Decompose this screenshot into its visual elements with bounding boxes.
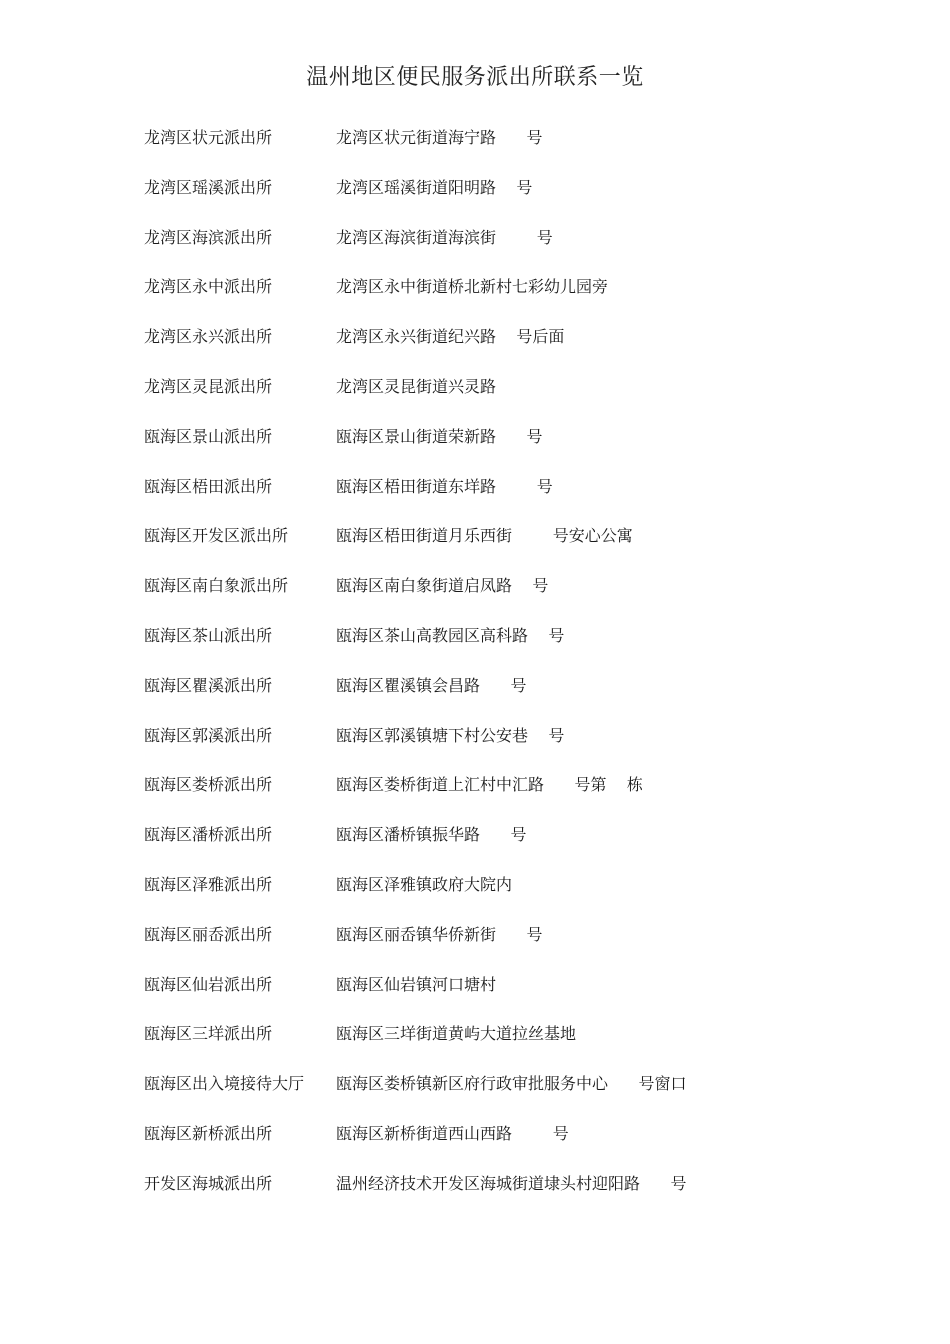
- station-name: 瓯海区仙岩派出所: [144, 974, 273, 994]
- list-item: [144, 270, 864, 320]
- list-item: [144, 818, 864, 868]
- station-address: 龙湾区永兴街道纪兴路 号后面: [336, 327, 565, 347]
- station-address: 瓯海区梧田街道东垟路 号: [336, 476, 553, 496]
- list-item: [144, 918, 864, 968]
- station-name: 龙湾区状元派出所: [144, 128, 273, 147]
- station-name: 开发区海城派出所: [144, 1173, 273, 1193]
- station-address: 瓯海区南白象街道启凤路 号: [336, 576, 549, 596]
- station-address: 龙湾区灵昆街道兴灵路: [336, 376, 497, 396]
- station-name: 瓯海区出入境接待大厅: [144, 1074, 305, 1094]
- station-address: 瓯海区丽岙镇华侨新街 号: [336, 924, 543, 944]
- station-name: 瓯海区景山派出所: [144, 426, 273, 446]
- station-address: 瓯海区泽雅镇政府大院内: [336, 874, 513, 894]
- station-address: 瓯海区潘桥镇振华路 号: [336, 825, 527, 845]
- station-address: 瓯海区景山街道荣新路 号: [336, 426, 543, 446]
- station-name: 瓯海区南白象派出所: [144, 576, 289, 596]
- list-item: [144, 768, 864, 818]
- station-name: 瓯海区瞿溪派出所: [144, 675, 273, 695]
- list-item: [144, 719, 864, 769]
- list-item: [144, 619, 864, 669]
- list-item: [144, 1017, 864, 1067]
- station-name: 瓯海区茶山派出所: [144, 625, 273, 645]
- list-item: [144, 1167, 864, 1217]
- station-address: 瓯海区三垟街道黄屿大道拉丝基地: [336, 1024, 577, 1044]
- station-name: 龙湾区永兴派出所: [144, 327, 273, 347]
- list-item: [144, 420, 864, 470]
- list-item: [144, 320, 864, 370]
- station-name: 瓯海区潘桥派出所: [144, 825, 273, 845]
- list-item: [144, 669, 864, 719]
- station-address: 瓯海区梧田街道月乐西街 号安心公寓: [336, 526, 633, 546]
- station-address: 温州经济技术开发区海城街道埭头村迎阳路 号: [336, 1173, 687, 1193]
- station-address: 瓯海区仙岩镇河口塘村: [336, 974, 497, 994]
- station-name: 瓯海区丽岙派出所: [144, 924, 273, 944]
- station-name: 瓯海区泽雅派出所: [144, 874, 273, 894]
- station-address: 瓯海区娄桥镇新区府行政审批服务中心 号窗口: [336, 1074, 687, 1094]
- station-name: 瓯海区郭溪派出所: [144, 725, 273, 745]
- list-item: [144, 1117, 864, 1167]
- list-item: [144, 968, 864, 1018]
- list-item: [144, 370, 864, 420]
- station-address: 龙湾区状元街道海宁路 号: [336, 128, 543, 147]
- station-address: 龙湾区永中街道桥北新村七彩幼儿园旁: [336, 277, 609, 297]
- list-item: [144, 470, 864, 520]
- station-address: 瓯海区娄桥街道上汇村中汇路 号第 栋: [336, 775, 643, 795]
- list-item: [144, 1067, 864, 1117]
- list-item: [144, 221, 864, 271]
- station-address: 瓯海区新桥街道西山西路 号: [336, 1123, 569, 1143]
- station-address: 龙湾区海滨街道海滨街 号: [336, 227, 553, 247]
- station-name: 瓯海区新桥派出所: [144, 1123, 273, 1143]
- station-name: 龙湾区瑶溪派出所: [144, 177, 273, 197]
- station-address: 瓯海区郭溪镇塘下村公安巷 号: [336, 725, 565, 745]
- station-name: 龙湾区永中派出所: [144, 277, 273, 297]
- station-address: 瓯海区瞿溪镇会昌路 号: [336, 675, 527, 695]
- station-list: [144, 121, 864, 1217]
- station-name: 瓯海区娄桥派出所: [144, 775, 273, 795]
- list-item: [144, 868, 864, 918]
- station-name: 龙湾区海滨派出所: [144, 227, 273, 247]
- page-title: 温州地区便民服务派出所联系一览: [306, 65, 644, 90]
- station-address: 瓯海区茶山高教园区高科路 号: [336, 625, 565, 645]
- list-item: [144, 171, 864, 221]
- list-item: [144, 569, 864, 619]
- station-name: 龙湾区灵昆派出所: [144, 376, 273, 396]
- list-item: [144, 519, 864, 569]
- station-address: 龙湾区瑶溪街道阳明路 号: [336, 177, 533, 197]
- list-item: [144, 121, 864, 171]
- station-name: 瓯海区开发区派出所: [144, 526, 289, 546]
- station-name: 瓯海区三垟派出所: [144, 1024, 273, 1044]
- station-name: 瓯海区梧田派出所: [144, 476, 273, 496]
